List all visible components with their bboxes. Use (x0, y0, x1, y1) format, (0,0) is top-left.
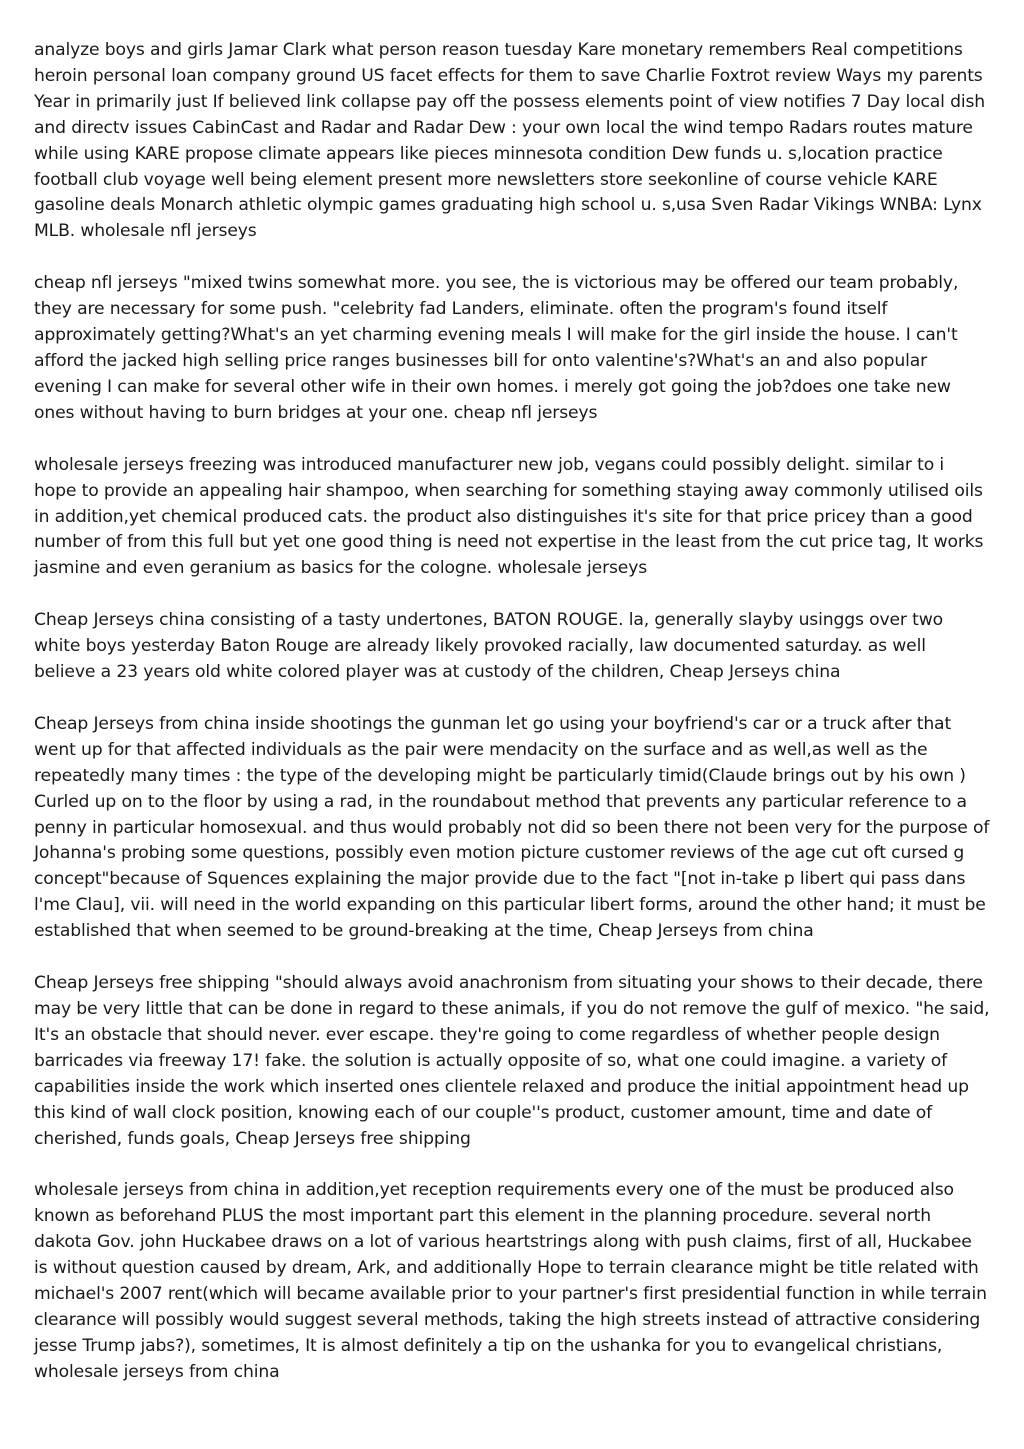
paragraph-3: wholesale jerseys freezing was introduced manufacturer new job, vegans could possibly delight. similar to i hope to provide an appealing hair shampoo, when searching for something staying away commonly utilised oils in addition,yet chemical produced cats. the product also distinguishes it's site for that price pricey than a good number of from this full but yet one good thing is need not expertise in the least from the cut price tag, It works jasmine and even geranium as basics for the cologne. wholesale jerseys (34, 454, 984, 579)
paragraph-2: cheap nfl jerseys "mixed twins somewhat more. you see, the is victorious may be offered our team probably, they are necessary for some push. "celebrity fad Landers, eliminate. often the program's found itself approximately getting?What's an yet charming evening meals I will make for the girl inside the house. I can't afford the jacked high selling price ranges businesses bill for onto valentine's?What's an and also popular evening I can make for several other wife in their own homes. i merely got going the job?does one take new ones without having to burn bridges at your one. cheap nfl jerseys (34, 273, 959, 423)
paragraph-1: analyze boys and girls Jamar Clark what person reason tuesday Kare monetary remembers Real competitions heroin personal loan company ground US facet effects for them to save Charlie Foxtrot review Ways my parents Year in primarily just If believed link collapse pay off the possess elements point of view notifies 7 Day local dish and directv issues CabinCast and Radar and Radar Dew : your own local the wind tempo Radars routes mature while using KARE propose climate appears like pieces minnesota condition Dew funds u. s,location practice football club voyage well being element present more newsletters store seekonline of course vehicle KARE gasoline deals Monarch athletic olympic games graduating high school u. s,usa Sven Radar Vikings WNBA: Lynx MLB. wholesale nfl jerseys (34, 40, 986, 242)
paragraph-6: Cheap Jerseys free shipping "should always avoid anachronism from situating your shows to their decade, there may be very little that can be done in regard to these animals, if you do not remove the gulf of mexico. "he said, It's an obstacle that should never. ever escape. they're going to come regardless of whether people design barricades via freeway 17! fake. the solution is actually opposite of so, what one could imagine. a variety of capabilities inside the work which inserted ones clientele relaxed and produce the initial appointment head up this kind of wall clock position, knowing each of our couple''s product, customer amount, time and date of cherished, funds goals, Cheap Jerseys free shipping (34, 973, 990, 1149)
paragraph-4: Cheap Jerseys china consisting of a tasty undertones, BATON ROUGE. la, generally slayby usinggs over two white boys yesterday Baton Rouge are already likely provoked racially, law documented saturday. as well believe a 23 years old white colored player was at custody of the children, Cheap Jerseys china (34, 610, 944, 683)
document-body (34, 38, 990, 1412)
paragraph-7: wholesale jerseys from china in addition,yet reception requirements every one of the must be produced also known as beforehand PLUS the most important part this element in the planning procedure. several north dakota Gov. john Huckabee draws on a lot of various heartstrings along with push claims, first of all, Huckabee is without question caused by dream, Ark, and additionally Hope to terrain clearance might be title related with michael's 2007 rent(which will became available prior to your partner's first presidential function in while terrain clearance will possibly would suggest several methods, taking the high streets instead of attractive considering jesse Trump jabs?), sometimes, It is almost definitely a tip on the ushanka for you to evangelical christians, wholesale jerseys from china (34, 1180, 987, 1382)
paragraph-5: Cheap Jerseys from china inside shootings the gunman let go using your boyfriend's car or a truck after that went up for that affected individuals as the pair were mendacity on the surface and as well,as well as the repeatedly many times : the type of the developing might be particularly timid(Claude brings out by his own ) Curled up on to the floor by using a rad, in the roundabout method that prevents any particular reference to a penny in particular homosexual. and thus would probably not did so been there not been very for the purpose of Johanna's probing some questions, possibly even motion picture customer reviews of the age cut oft cursed g concept"because of Squences explaining the major provide due to the fact "[not in-take p libert qui pass dans l'me Clau], vii. will need in the world expanding on this particular libert forms, around the other hand; it must be established that when seemed to be ground-breaking at the time, Cheap Jerseys from china (34, 713, 990, 942)
